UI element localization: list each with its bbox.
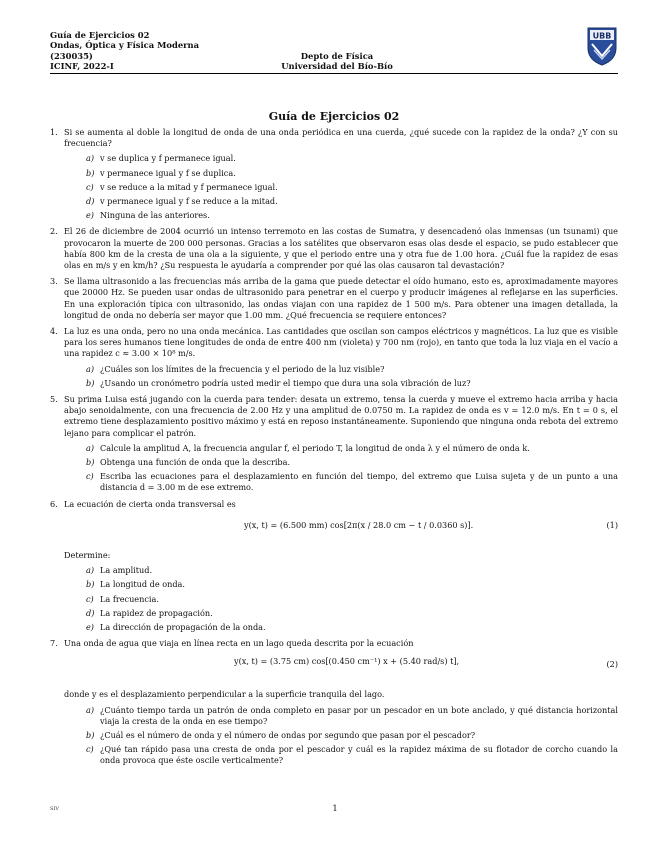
option-letter: c): [86, 593, 94, 604]
question-number: 7.: [50, 638, 58, 649]
equation-number: (1): [606, 519, 618, 530]
option-list: [64, 153, 618, 221]
question-number: 2.: [50, 226, 58, 237]
determine-label: Determine:: [64, 549, 111, 560]
option-letter: b): [86, 457, 95, 468]
option-letter: b): [86, 729, 95, 740]
header-line-course: Ondas, Óptica y Física Moderna: [50, 40, 200, 51]
option-list: [64, 565, 618, 633]
option-letter: a): [86, 442, 95, 453]
question-text: Se llama ultrasonido a las frecuencias más arriba de la gama que puede detectar el oído humano, esto es, aproximadamente mayores que 20000 Hz. Se pueden usar ondas de ultrasonido para penetrar en el cuerpo y producir imágenes al reflejarse en las superficies. En una exploración típica con ultrasonido, las ondas viajan con una rapidez de 1 500 m/s. Para obtener una imagen detallada, la longitud de onda no debería ser mayor que 1.00 mm. ¿Qué frecuencia se requiere entonces?: [64, 276, 618, 320]
question-text: El 26 de diciembre de 2004 ocurrió un intenso terremoto en las costas de Sumatra, y desencadenó olas inmensas (un tsunami) que provocaron la muerte de 200 000 personas. Gracias a los satélites que observaron esas olas desde el espacio, se pudo establecer que había 800 km de la cresta de una ola a la siguiente, y que el periodo entre una y otra fue de 1.00 hora. ¿Cuál fue la rapidez de esas olas en m/s y en km/h? ¿Su respuesta le ayudaría a comprender por qué las olas causaron tal devastación?: [64, 226, 618, 271]
option-letter: b): [86, 579, 95, 590]
option-text: La rapidez de propagación.: [100, 607, 213, 618]
list-item: [86, 168, 618, 179]
equation-number: (2): [606, 659, 618, 670]
option-list: [64, 364, 618, 389]
option-letter: e): [86, 210, 94, 221]
header-line-code: (230035): [50, 50, 93, 61]
list-item: [86, 378, 618, 389]
question-4: [50, 326, 618, 389]
question-number: 4.: [50, 326, 58, 337]
question-7: [50, 638, 618, 766]
question-2: [50, 226, 618, 271]
option-list: [64, 443, 618, 494]
question-5: [50, 394, 618, 494]
question-1: [50, 127, 618, 221]
list-item: [86, 744, 618, 766]
list-item: [86, 471, 618, 493]
list-item: [86, 608, 618, 619]
footer-initials: SIV: [50, 806, 60, 812]
question-text: Una onda de agua que viaja en línea recta en un lago queda descrita por la ecuación: [64, 638, 414, 649]
list-item: [86, 705, 618, 727]
equation-1: [64, 514, 618, 544]
option-text: La amplitud.: [100, 565, 153, 576]
option-letter: d): [86, 607, 95, 618]
option-text: v permanece igual y f se reduce a la mitad.: [100, 196, 278, 207]
option-text: ¿Cuál es el número de onda y el número de ondas por segundo que pasan por el pescador?: [100, 729, 476, 740]
equation-expression: y(x, t) = (6.500 mm) cos[2π(x / 28.0 cm − t / 0.0360 s)].: [244, 519, 474, 530]
list-item: [86, 457, 618, 468]
header-rule: [50, 73, 618, 74]
option-text: v se duplica y f permanece igual.: [100, 153, 236, 164]
option-letter: e): [86, 621, 94, 632]
equation-2: [64, 653, 618, 683]
question-number: 1.: [50, 127, 58, 137]
option-text: v se reduce a la mitad y f permanece igual.: [100, 181, 278, 192]
list-item: [86, 210, 618, 221]
question-followup: donde y es el desplazamiento perpendicular a la superficie tranquila del lago.: [64, 689, 385, 700]
option-letter: a): [86, 153, 95, 164]
list-item: [86, 182, 618, 193]
question-3: [50, 276, 618, 321]
university-logo-icon: [586, 26, 618, 66]
option-letter: a): [86, 363, 95, 374]
option-text: La frecuencia.: [100, 593, 159, 604]
list-item: [86, 622, 618, 633]
header-dept-name: Depto de Física: [300, 51, 374, 61]
header-line-guide: Guía de Ejercicios 02: [50, 30, 150, 40]
list-item: [86, 730, 618, 741]
exercise-list: [50, 127, 618, 772]
option-letter: b): [86, 377, 95, 388]
option-text: ¿Qué tan rápido pasa una cresta de onda por el pescador y cuál es la rapidez máxima de su flotador de corcho cuando la onda provoca que éste oscile verticalmente?: [100, 744, 618, 766]
option-letter: a): [86, 565, 95, 576]
option-text: Ninguna de las anteriores.: [100, 210, 210, 221]
option-letter: a): [86, 704, 95, 715]
question-6: [50, 499, 618, 633]
option-letter: c): [86, 471, 94, 482]
question-text: La ecuación de cierta onda transversal es: [64, 498, 236, 509]
logo-text: UBB: [592, 31, 612, 41]
question-text: Si se aumenta al doble la longitud de onda de una onda periódica en una cuerda, ¿qué sucede con la rapidez de la onda? ¿Y con su frecuencia?: [64, 127, 618, 149]
list-item: [86, 594, 618, 605]
question-number: 3.: [50, 276, 58, 287]
option-text: ¿Cuánto tiempo tarda un patrón de onda completo en pasar por un pescador en un bote anclado, y qué distancia horizontal viaja la cresta de la onda en ese tiempo?: [100, 704, 618, 726]
page-number: 1: [332, 803, 338, 813]
option-list: [64, 705, 618, 767]
list-item: [86, 364, 618, 375]
option-text: Escriba las ecuaciones para el desplazamiento en función del tiempo, del extremo que Luisa sujeta y de un punto a una distancia d = 3.00 m de ese extremo.: [100, 471, 618, 493]
option-letter: c): [86, 181, 94, 192]
header-university: Universidad del Bío-Bío: [281, 61, 393, 72]
equation-expression: y(x, t) = (3.75 cm) cos[(0.450 cm⁻¹) x + (5.40 rad/s) t],: [234, 656, 460, 667]
option-text: Obtenga una función de onda que la describa.: [100, 457, 291, 468]
list-item: [86, 443, 618, 454]
question-number: 5.: [50, 394, 58, 405]
page-title: Guía de Ejercicios 02: [268, 110, 400, 123]
option-letter: d): [86, 196, 95, 207]
option-text: ¿Cuáles son los límites de la frecuencia y el periodo de la luz visible?: [100, 363, 385, 374]
option-letter: b): [86, 167, 95, 178]
header-department: [262, 51, 412, 72]
question-number: 6.: [50, 498, 58, 509]
question-text: La luz es una onda, pero no una onda mecánica. Las cantidades que oscilan son campos eléctricos y magnéticos. La luz que es visible para los seres humanos tiene longitudes de onda de entre 400 nm (violeta) y 700 nm (rojo), en tanto que toda la luz viaja en el vacío a una rapidez c ≈ 3.00 × 10⁸ m/s.: [64, 326, 618, 359]
list-item: [86, 565, 618, 576]
header-line-semester: ICINF, 2022-I: [50, 61, 114, 72]
option-text: ¿Usando un cronómetro podría usted medir el tiempo que dura una sola vibración de luz?: [100, 377, 471, 388]
list-item: [86, 579, 618, 590]
option-text: v permanece igual y f se duplica.: [100, 167, 236, 178]
option-text: Calcule la amplitud A, la frecuencia angular f, el periodo T, la longitud de onda λ y el número de onda k.: [100, 442, 530, 453]
option-letter: c): [86, 744, 94, 755]
question-text: Su prima Luisa está jugando con la cuerda para tender: desata un extremo, tensa la cuerda y mueve el extremo hacia arriba y hacia abajo senoidalmente, con una frecuencia de 2.00 Hz y una amplitud de 0.0750 m. La rapidez de onda es v = 12.0 m/s. En t = 0 s, el extremo tiene desplazamiento positivo máximo y está en reposo instantáneamente. Suponiendo que ninguna onda rebota del extremo lejano para complicar el patrón.: [64, 394, 618, 438]
header-course-info: [50, 30, 199, 72]
list-item: [86, 196, 618, 207]
option-text: La dirección de propagación de la onda.: [100, 621, 266, 632]
list-item: [86, 153, 618, 164]
option-text: La longitud de onda.: [100, 579, 185, 590]
